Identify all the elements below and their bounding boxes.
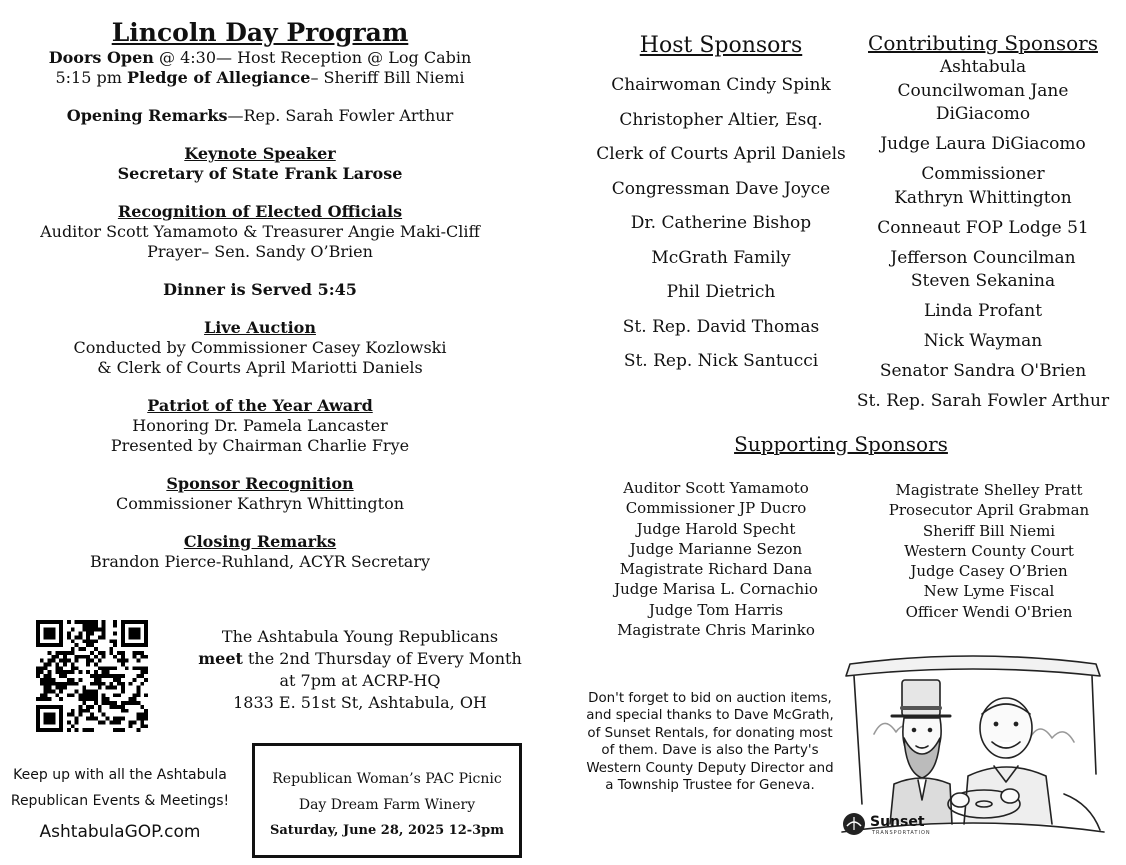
supporting-sponsor-item: Judge Tom Harris <box>648 600 784 619</box>
contributing-sponsor-item: St. Rep. Sarah Fowler Arthur <box>856 391 1110 411</box>
sunset-logo-subtext: TRANSPORTATION <box>872 830 931 836</box>
meeting-line-2 <box>190 648 530 670</box>
host-sponsors <box>592 30 850 379</box>
supporting-sponsor-item: Magistrate Chris Marinko <box>617 621 815 640</box>
meeting-line-2-rest: the 2nd Thursday of Every Month <box>242 649 522 668</box>
patriot-line-2: Presented by Chairman Charlie Frye <box>110 436 410 455</box>
sunset-logo-icon <box>843 813 865 835</box>
supporting-sponsor-item: Judge Marisa L. Cornachio <box>614 580 818 599</box>
doors-open-line <box>20 48 500 68</box>
host-sponsor-item: St. Rep. David Thomas <box>622 316 820 337</box>
host-sponsor-item: McGrath Family <box>651 247 791 268</box>
lincoln-golf-cart-illustration <box>834 654 1112 844</box>
auction-heading: Live Auction <box>204 318 316 337</box>
picnic-line-2: Day Dream Farm Winery <box>298 797 476 813</box>
picnic-line-3: Saturday, June 28, 2025 12-3pm <box>269 823 505 838</box>
meeting-line-1: The Ashtabula Young Republicans <box>221 627 499 646</box>
pledge-rest: – Sheriff Bill Niemi <box>310 68 465 87</box>
supporting-sponsors-right <box>866 480 1112 622</box>
host-sponsor-item: St. Rep. Nick Santucci <box>623 351 819 371</box>
contributing-sponsor-item: Senator Sandra O'Brien <box>879 361 1087 381</box>
program-column <box>20 18 500 572</box>
contributing-sponsor-item: Ashtabula Councilwoman Jane DiGiacomo <box>897 57 1069 124</box>
supporting-sponsor-item: Commissioner JP Ducro <box>625 499 807 518</box>
supporting-sponsor-item: Prosecutor April Grabman <box>888 501 1090 520</box>
keynote-heading: Keynote Speaker <box>184 144 336 163</box>
keepup-line-2: Republican Events & Meetings! <box>10 793 230 809</box>
dinner-line: Dinner is Served 5:45 <box>163 280 357 299</box>
keepup-text <box>4 762 236 814</box>
contributing-sponsor-item: Judge Laura DiGiacomo <box>880 134 1086 154</box>
supporting-sponsors-title: Supporting Sponsors <box>734 432 948 456</box>
contributing-sponsors <box>850 30 1116 420</box>
supporting-sponsor-item: Judge Marianne Sezon <box>629 539 803 558</box>
recognition-line-1: Auditor Scott Yamamoto & Treasurer Angie Maki-Cliff <box>40 222 480 241</box>
supporting-sponsor-item: Sheriff Bill Niemi <box>922 521 1056 540</box>
keepup-line-1: Keep up with all the Ashtabula <box>13 767 227 783</box>
meeting-info <box>190 626 530 714</box>
contributing-sponsor-item: Linda Profant <box>923 301 1043 321</box>
pledge-label: Pledge of Allegiance <box>126 68 311 87</box>
recognition-line-2: Prayer– Sen. Sandy O’Brien <box>147 242 373 261</box>
auction-note: Don't forget to bid on auction items, and special thanks to Dave McGrath, of Sunset Rentals, for donating most of them. Dave is also the Party's Western County Deputy Director and a Township Trustee for Geneva. <box>586 691 834 794</box>
pledge-line <box>20 68 500 88</box>
picnic-box <box>252 743 522 858</box>
supporting-sponsor-item: Western County Court Judge Casey O’Brien <box>904 541 1074 581</box>
meeting-line-2-bold: meet <box>198 649 243 668</box>
host-sponsor-item: Chairwoman Cindy Spink <box>611 75 831 95</box>
qr-code-icon <box>36 620 148 732</box>
opening-line <box>20 106 500 126</box>
patriot-line-1: Honoring Dr. Pamela Lancaster <box>132 416 388 435</box>
sunset-logo-text: Sunset <box>870 814 925 830</box>
opening-rest: —Rep. Sarah Fowler Arthur <box>227 106 454 125</box>
contributing-sponsor-item: Commissioner Kathryn Whittington <box>894 164 1072 208</box>
auction-line-2: & Clerk of Courts April Mariotti Daniels <box>97 358 423 377</box>
contributing-sponsor-item: Jefferson Councilman Steven Sekanina <box>890 247 1076 291</box>
host-sponsor-item: Dr. Catherine Bishop <box>630 213 812 233</box>
supporting-sponsors-left <box>600 478 832 640</box>
doors-open-rest: @ 4:30— Host Reception @ Log Cabin <box>153 48 472 67</box>
recognition-heading: Recognition of Elected Officials <box>117 202 403 221</box>
supporting-sponsor-item: New Lyme Fiscal Officer Wendi O'Brien <box>905 582 1073 621</box>
website-link[interactable]: AshtabulaGOP.com <box>39 822 201 842</box>
supporting-sponsor-item: Judge Harold Specht <box>636 519 796 538</box>
host-sponsor-item: Phil Dietrich <box>666 282 776 302</box>
closing-line: Brandon Pierce-Ruhland, ACYR Secretary <box>89 552 431 571</box>
meeting-line-3: at 7pm at ACRP-HQ <box>279 671 441 690</box>
supporting-sponsor-item: Magistrate Shelley Pratt <box>895 481 1083 499</box>
supporting-sponsor-item: Magistrate Richard Dana <box>619 560 813 579</box>
patriot-heading: Patriot of the Year Award <box>147 396 373 415</box>
contributing-sponsors-title: Contributing Sponsors <box>868 31 1098 55</box>
sponsor-recognition-line: Commissioner Kathryn Whittington <box>115 494 405 513</box>
contributing-sponsor-item: Conneaut FOP Lodge 51 <box>877 217 1089 238</box>
program-title: Lincoln Day Program <box>111 18 409 47</box>
host-sponsor-item: Christopher Altier, Esq. <box>619 109 823 130</box>
host-sponsors-title: Host Sponsors <box>639 33 803 58</box>
opening-label: Opening Remarks <box>66 106 228 125</box>
picnic-line-1: Republican Woman’s PAC Picnic <box>272 771 502 787</box>
keynote-name: Secretary of State Frank Larose <box>117 164 403 183</box>
auction-line-1: Conducted by Commissioner Casey Kozlowski <box>73 338 447 357</box>
host-sponsor-item: Congressman Dave Joyce <box>611 178 831 199</box>
doors-open-label: Doors Open <box>48 48 154 67</box>
meeting-line-4: 1833 E. 51st St, Ashtabula, OH <box>233 693 487 712</box>
pledge-time: 5:15 pm <box>55 68 127 87</box>
contributing-sponsor-item: Nick Wayman <box>923 331 1043 351</box>
supporting-sponsor-item: Auditor Scott Yamamoto <box>623 479 809 497</box>
host-sponsor-item: Clerk of Courts April Daniels <box>596 144 846 164</box>
closing-heading: Closing Remarks <box>183 532 337 551</box>
sponsor-recognition-heading: Sponsor Recognition <box>166 474 354 493</box>
